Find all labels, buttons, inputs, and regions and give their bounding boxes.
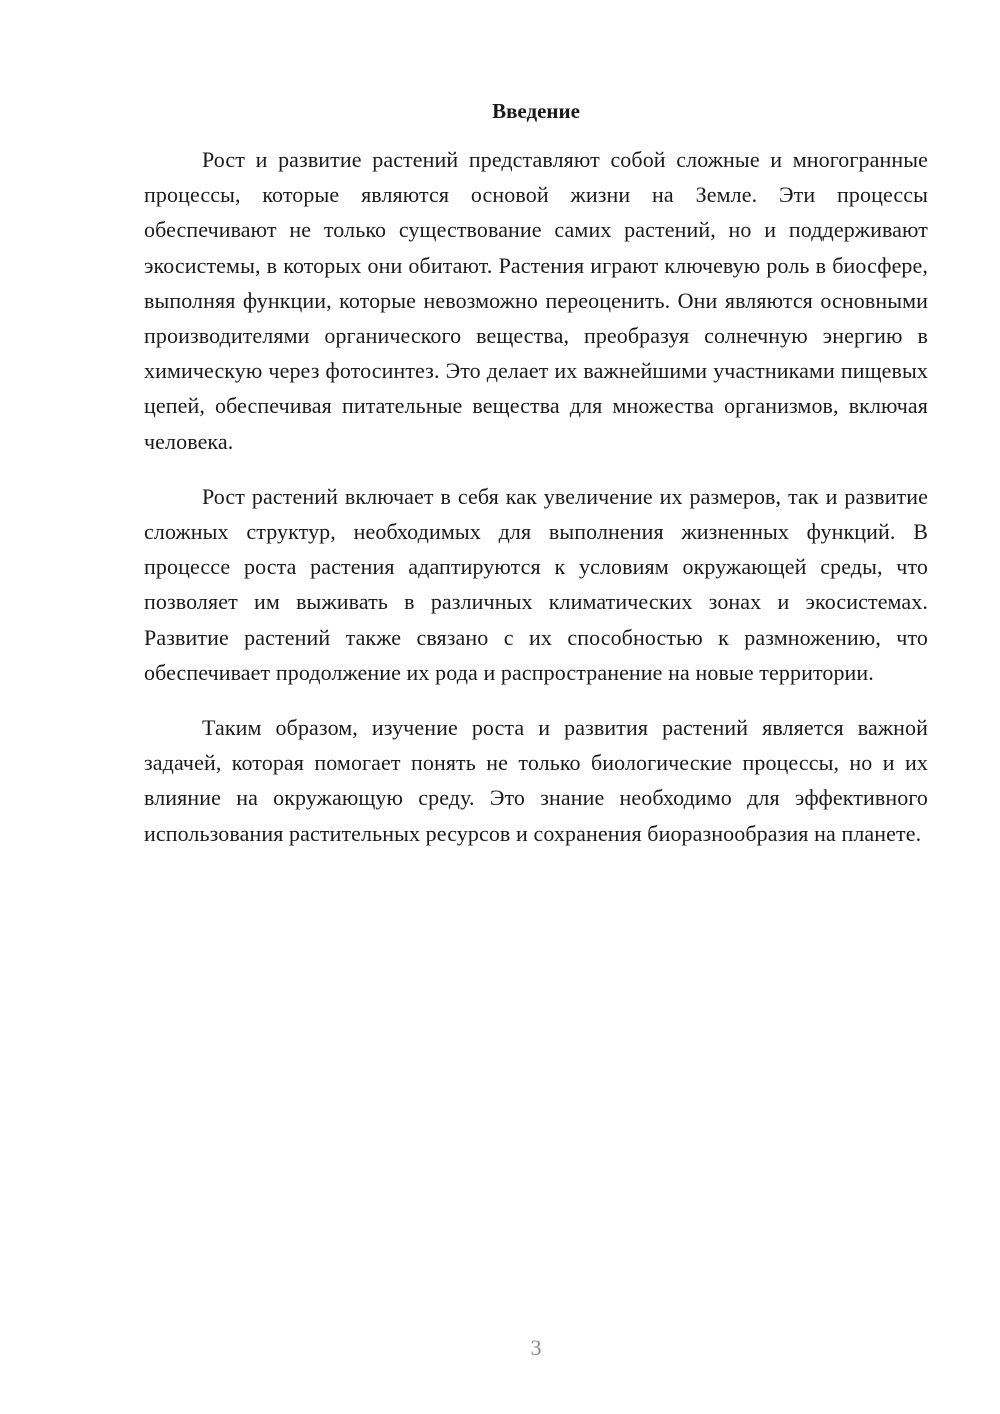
paragraph: Рост и развитие растений представляют собой сложные и многогранные процессы, которые являются основой жизни на Земле. Эти процессы обеспечивают не только существование самих растений, но и поддерживают экосистемы, в которых они обитают. Растения играют ключевую роль в биосфере, выполняя функции, которые невозможно переоценить. Они являются основными производителями органического вещества, преобразуя солнечную энергию в химическую через фотосинтез. Это делает их важнейшими участниками пищевых цепей, обеспечивая питательные вещества для множества организмов, включая человека. bbox=[144, 147, 928, 454]
paragraph: Рост растений включает в себя как увеличение их размеров, так и развитие сложных структур, необходимых для выполнения жизненных функций. В процессе роста растения адаптируются к условиям окружающей среды, что позволяет им выживать в различных климатических зонах и экосистемах. Развитие растений также связано с их способностью к размножению, что обеспечивает продолжение их рода и распространение на новые территории. bbox=[144, 483, 928, 685]
section-heading: Введение bbox=[492, 99, 580, 123]
body-text bbox=[144, 142, 928, 871]
paragraph: Таким образом, изучение роста и развития растений является важной задачей, которая помогает понять не только биологические процессы, но и их влияние на окружающую среду. Это знание необходимо для эффективного использования растительных ресурсов и сохранения биоразнообразия на планете. bbox=[144, 715, 928, 846]
page-number: 3 bbox=[530, 1335, 542, 1360]
